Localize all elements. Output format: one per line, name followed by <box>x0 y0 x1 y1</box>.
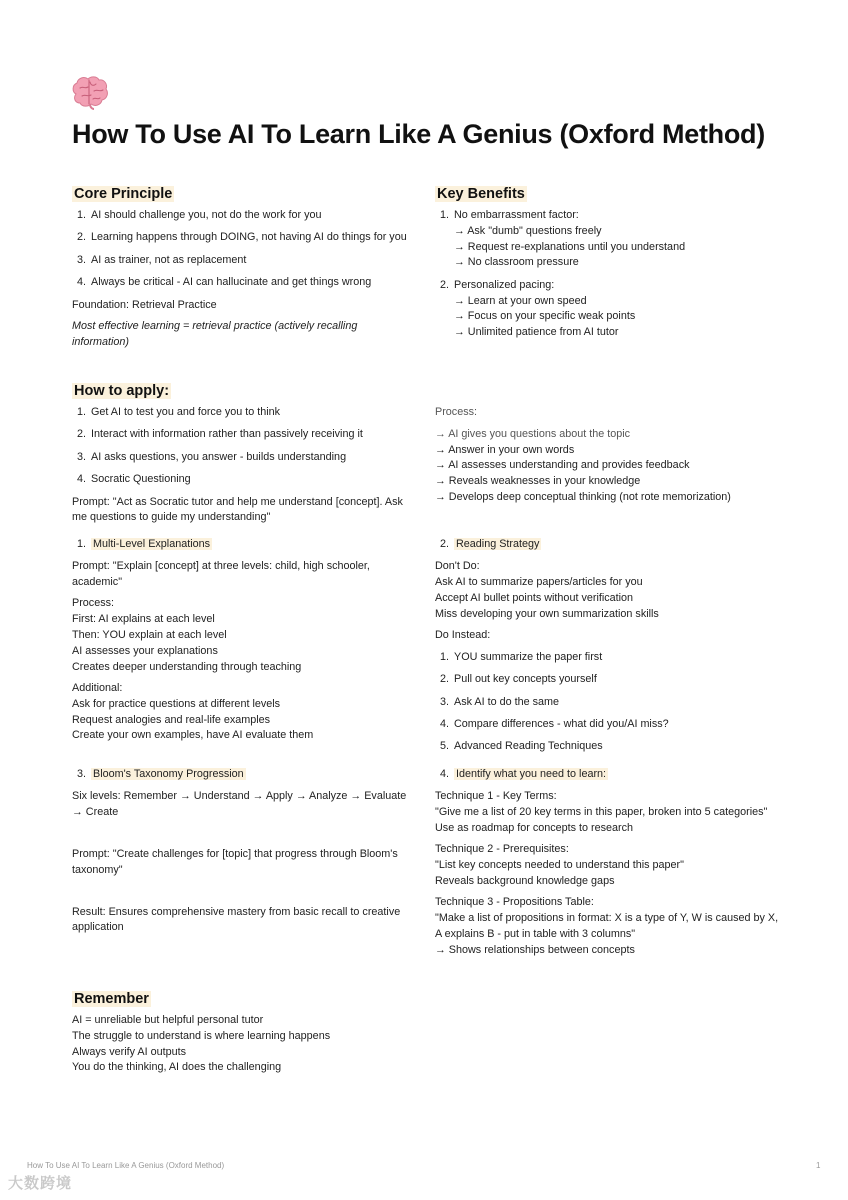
list-item: 3. Ask AI to do the same <box>440 695 560 708</box>
key-benefits-heading: Key Benefits <box>437 186 525 202</box>
socratic-prompt: Prompt: "Act as Socratic tutor and help me understand [concept]. Ask me questions to guide my understanding" <box>72 495 403 524</box>
list-item: 2. Pull out key concepts yourself <box>440 673 597 686</box>
remember-line: AI = unreliable but helpful personal tutor <box>72 1014 264 1026</box>
multi-level-section: 1. Multi-Level Explanations Prompt: "Explain [concept] at three levels: child, high schooler, academic" Process: First: AI explains at each level Then: YOU explain at each level AI assesses your explanations Creates deeper understanding through teaching Additional: Ask for practice questions at different levels Request analogies and real-life examples Create your own examples, have AI evaluate them <box>72 537 417 744</box>
watermark: 大数跨境 <box>8 1175 73 1192</box>
list-item: 2. Learning happens through DOING, not having AI do things for you <box>77 231 407 244</box>
list-item: 4. Compare differences - what did you/AI miss? <box>440 718 669 731</box>
blooms-prompt: Prompt: "Create challenges for [topic] that progress through Bloom's taxonomy" <box>72 847 398 876</box>
blooms-levels: Six levels: Remember → Understand → Apply → Analyze → Evaluate → Create <box>72 790 407 819</box>
reading-strategy-section: 2. Reading Strategy Don't Do: Ask AI to summarize papers/articles for you Accept AI bullet points without verification Miss developing your own summarization skills Do Instead: 1. YOU summarize the paper first 2. Pull out key concepts yourself 3. Ask AI to do the same 4. Compare differences - what did you/AI miss? 5. Advanced Reading Techniques <box>435 537 780 762</box>
process-line: → AI assesses understanding and provides feedback <box>435 459 690 472</box>
do-instead-label: Do Instead: <box>435 629 491 642</box>
technique-block: Technique 1 - Key Terms: "Give me a list of 20 key terms in this paper, broken into 5 categories" Use as roadmap for concepts to research <box>435 790 768 834</box>
list-item: 1. AI should challenge you, not do the work for you <box>77 209 322 221</box>
technique-block: Technique 3 - Propositions Table: "Make a list of propositions in format: X is a type of Y, W is caused by X, A explains B - put in table with 3 columns" → Shows relationships between concepts <box>435 896 779 956</box>
process-label: Process: <box>435 406 478 418</box>
list-item: 4. Always be critical - AI can hallucinate and get things wrong <box>77 276 372 289</box>
process-line: → Develops deep conceptual thinking (not rote memorization) <box>435 490 731 503</box>
list-item: 2. Interact with information rather than passively receiving it <box>77 428 363 441</box>
remember-heading: Remember <box>74 991 149 1007</box>
list-item: 4. Socratic Questioning <box>77 473 191 486</box>
foundation-text: Foundation: Retrieval Practice <box>72 298 217 311</box>
multi-level-heading: Multi-Level Explanations <box>93 538 211 550</box>
page-title: How To Use AI To Learn Like A Genius (Oxford Method) <box>72 119 765 149</box>
blooms-section: 3. Bloom's Taxonomy Progression Six levels: Remember → Understand → Apply → Analyze → Evaluate → Create Prompt: "Create challenges for [topic] that progress through Bloom's taxonomy" Result: Ensures comprehensive mastery from basic recall to creative application <box>72 767 417 936</box>
dont-do-block: Don't Do: Ask AI to summarize papers/articles for you Accept AI bullet points without verification Miss developing your own summarization skills <box>435 560 659 620</box>
list-item: 1. Get AI to test you and force you to think <box>77 406 281 418</box>
core-principle-heading: Core Principle <box>74 186 173 202</box>
process-section <box>435 405 780 506</box>
process-line: → Answer in your own words <box>435 443 575 456</box>
multi-level-additional: Additional: Ask for practice questions at different levels Request analogies and real-life examples Create your own examples, have AI evaluate them <box>72 681 314 742</box>
technique-block: Technique 2 - Prerequisites: "List key concepts needed to understand this paper" Reveals background knowledge gaps <box>435 843 684 887</box>
identify-section: 4. Identify what you need to learn: Technique 1 - Key Terms: "Give me a list of 20 key terms in this paper, broken into 5 categories" Use as roadmap for concepts to research Technique 2 - Prerequisites: "List key concepts needed to understand this paper" Reveals background knowledge gaps Technique 3 - Propositions Table: "Make a list of propositions in format: X is a type of Y, W is caused by X, A explains B - put in table with 3 columns" → Shows relationships between concepts <box>435 767 780 958</box>
how-to-apply-section <box>72 383 417 526</box>
process-line: → AI gives you questions about the topic <box>435 427 631 440</box>
do-instead-list <box>435 650 780 755</box>
blooms-heading: Bloom's Taxonomy Progression <box>93 768 244 780</box>
list-item: 3. AI as trainer, not as replacement <box>77 253 247 266</box>
footer-doc-title: How To Use AI To Learn Like A Genius (Oxford Method) <box>27 1161 225 1170</box>
multi-level-prompt: Prompt: "Explain [concept] at three levels: child, high schooler, academic" <box>72 560 370 589</box>
process-line: → Reveals weaknesses in your knowledge <box>435 475 641 488</box>
remember-line: You do the thinking, AI does the challenging <box>72 1061 282 1074</box>
blooms-result: Result: Ensures comprehensive mastery from basic recall to creative application <box>72 905 401 934</box>
list-item: 1. YOU summarize the paper first <box>440 650 603 663</box>
list-item: 3. AI asks questions, you answer - builds understanding <box>77 450 347 463</box>
benefit-group: 2. Personalized pacing: → Learn at your own speed → Focus on your specific weak points → Unlimited patience from AI tutor <box>440 278 636 339</box>
core-principle-list <box>72 208 417 291</box>
core-principle-section <box>72 186 417 350</box>
key-benefits-section <box>435 186 780 341</box>
page-number: 1 <box>816 1161 821 1170</box>
how-to-apply-list <box>72 405 417 488</box>
list-item: 5. Advanced Reading Techniques <box>440 740 603 753</box>
remember-line: Always verify AI outputs <box>72 1045 187 1058</box>
remember-section <box>72 991 417 1076</box>
identify-heading: Identify what you need to learn: <box>456 768 607 780</box>
benefit-group: 1. No embarrassment factor: → Ask "dumb" questions freely → Request re-explanations until you understand → No classroom pressure <box>440 209 686 269</box>
retrieval-note: Most effective learning = retrieval practice (actively recalling information) <box>72 319 358 348</box>
brain-icon <box>70 74 110 110</box>
reading-strategy-heading: Reading Strategy <box>456 538 540 550</box>
remember-line: The struggle to understand is where learning happens <box>72 1029 331 1042</box>
how-to-apply-heading: How to apply: <box>74 383 170 399</box>
multi-level-process: Process: First: AI explains at each level Then: YOU explain at each level AI assesses your explanations Creates deeper understanding through teaching <box>72 597 302 673</box>
